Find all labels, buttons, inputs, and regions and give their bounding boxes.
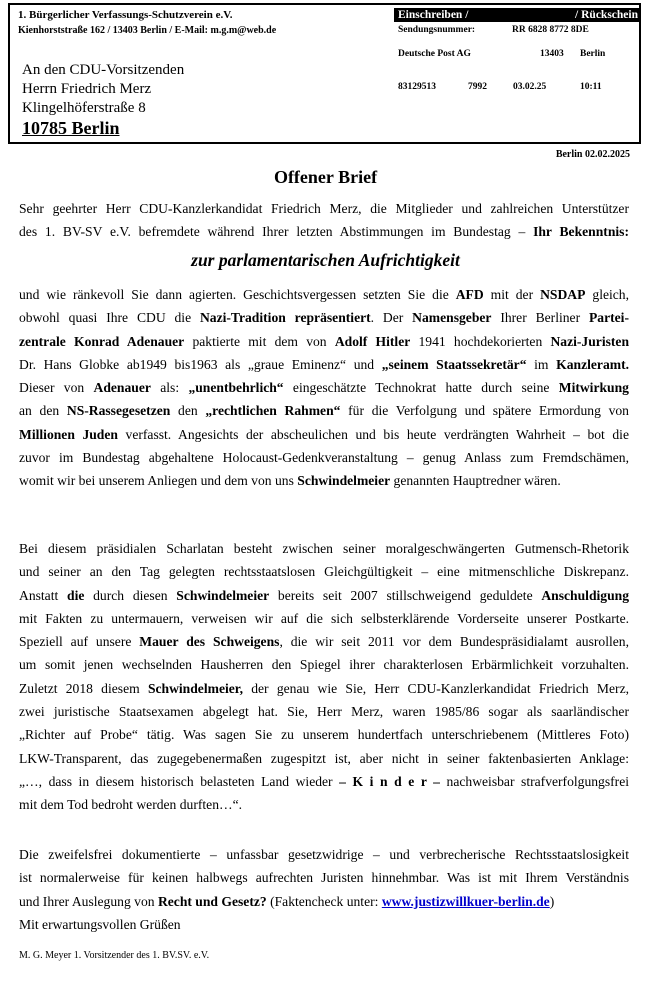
p2-line-2-seg-5: Ihrer Berliner xyxy=(491,310,589,326)
p2-line-1-seg-1: und wie ränkevoll Sie dann agierten. Geschichtsvergessen setzten Sie die xyxy=(19,287,456,302)
conclusion-line-3-end: ) xyxy=(549,893,555,909)
p3-line-3-seg-6: Anschuldigung xyxy=(541,587,629,603)
p2-line-5-seg-5: eingeschätzte Technokrat hatte durch seine xyxy=(283,380,559,396)
p3-line-7-seg-1: Zuletzt 2018 diesem xyxy=(19,680,148,696)
p2-line-5 xyxy=(19,376,629,399)
p2-line-2-seg-3: . Der xyxy=(370,310,413,326)
p2-line-7-seg-1: Millionen Juden xyxy=(19,426,118,442)
p2-line-2 xyxy=(19,306,629,329)
paragraph-conclusion xyxy=(19,843,629,936)
p2-line-5-seg-4: „unentbehrlich“ xyxy=(188,380,284,396)
p2-line-3-seg-4: 1941 hochdekorierten xyxy=(410,333,551,349)
p2-line-2-seg-1: obwohl quasi Ihre CDU die xyxy=(19,310,200,326)
p3-line-11-seg-3: nachweisbar strafverfolgungsfrei xyxy=(439,773,629,789)
p3-line-10-seg-1: LKW-Transparent, das zugegebenermaßen zugespitzt ist, aber nicht in seiner faktenbasierten Anklage: xyxy=(19,750,629,766)
p3-line-10 xyxy=(19,747,629,770)
p2-line-4-seg-1: Dr. Hans Globke ab1949 bis1963 als „graue Eminenz“ und xyxy=(19,356,382,372)
postal-code-1: 83129513 xyxy=(398,82,436,92)
p3-line-5-seg-3: , die wir seit 2011 vor dem Bundespräsidialamt ausrollen, xyxy=(279,634,629,650)
p2-line-1-seg-5: gleich, xyxy=(585,287,630,302)
p3-line-1-seg-1: Bei diesem präsidialen Scharlatan besteht zwischen seiner moralgeschwängerten Gutmensch-Rhetorik xyxy=(19,541,629,556)
p3-line-5-seg-1: Speziell auf unsere xyxy=(19,634,140,650)
p2-line-7-seg-2: verfasst. Angesichts der abscheulichen und bis heute verdrängten Wahrheit – bot die xyxy=(117,426,629,442)
intro-line-2 xyxy=(19,220,629,243)
p2-line-3-seg-5: Nazi-Juristen xyxy=(550,333,630,349)
p3-line-7 xyxy=(19,677,629,700)
p2-line-5-seg-2: Adenauer xyxy=(93,380,151,396)
p3-line-1 xyxy=(19,537,629,560)
p3-line-9-seg-1: „Richter auf Probe“ tätig. Was sagen Sie zu unserem hundertfach unterschriebenem (Mittleres Foto) xyxy=(19,727,629,743)
intro-line-2-text: des 1. BV-SV e.V. befremdete während Ihrer letzten Abstimmungen im Bundestag – xyxy=(19,224,534,240)
intro-paragraph xyxy=(19,197,629,244)
p3-line-3-seg-3: durch diesen xyxy=(84,587,177,603)
p3-line-5-seg-2: Mauer des Schweigens xyxy=(139,634,280,650)
recipient-line-2: Herrn Friedrich Merz xyxy=(22,81,152,97)
p2-line-6-seg-4: „rechtlichen Rahmen“ xyxy=(205,403,341,419)
p2-line-8 xyxy=(19,446,629,469)
p3-line-4 xyxy=(19,607,629,630)
p2-line-9-seg-3: genannten Hauptredner wären. xyxy=(390,473,561,489)
conclusion-line-2: ist normalerweise für keinen halbwegs aufrechten Juristen hinnehmbar. Was ist mit Ihrem Verständnis xyxy=(19,870,629,886)
p3-line-3 xyxy=(19,584,629,607)
p2-line-8-seg-1: zuvor im Bundestag abgehaltene Holocaust-Gedenkveranstaltung – genug Anlass zum Fremdschämen, xyxy=(19,450,629,466)
sender-address: Kienhorststraße 162 / 13403 Berlin / E-Mail: m.g.m@web.de xyxy=(18,25,277,36)
p2-line-3-seg-2: paktierte mit dem von xyxy=(184,333,335,349)
p3-line-9 xyxy=(19,723,629,746)
p3-line-3-seg-1: Anstatt xyxy=(19,587,68,603)
intro-line-2-bold: Ihr Bekenntnis: xyxy=(533,224,629,240)
p3-line-12-seg-1: mit dem Tod bedroht werden durften…“. xyxy=(19,797,243,813)
p2-line-4 xyxy=(19,353,629,376)
p2-line-2-seg-4: Namensgeber xyxy=(412,310,492,326)
letter-subtitle: zur parlamentarischen Aufrichtigkeit xyxy=(191,250,460,270)
tracking-label: Sendungsnummer: xyxy=(398,25,476,35)
factcheck-link[interactable]: www.justizwillkuer-berlin.de xyxy=(381,893,550,909)
paragraph-president xyxy=(19,537,629,817)
recipient-line-1: An den CDU-Vorsitzenden xyxy=(22,62,185,78)
p2-line-9-seg-2: Schwindelmeier xyxy=(297,473,391,489)
postal-code-2: 7992 xyxy=(468,82,487,92)
p2-line-5-seg-6: Mitwirkung xyxy=(558,380,629,396)
p3-line-7-seg-3: der genau wie Sie, Herr CDU-Kanzlerkandidat Friedrich Merz, xyxy=(242,680,630,696)
p3-line-11 xyxy=(19,770,629,793)
p3-line-2-seg-1: und seiner an den Tag gelegten rechtsstaatslosen Gleichgültigkeit – eine mitmenschliche Diskrepanz. xyxy=(19,564,629,580)
p3-line-12 xyxy=(19,793,629,816)
p2-line-6 xyxy=(19,399,629,422)
p3-line-4-seg-1: mit Fakten zu untermauern, verweisen wir auf die sich selbsterklärende Vorderseite unserer Postkarte. xyxy=(19,610,629,626)
p2-line-6-seg-2: NS-Rassegesetzen xyxy=(66,403,171,419)
p3-line-5 xyxy=(19,630,629,653)
p2-line-3-seg-1: zentrale Konrad Adenauer xyxy=(19,333,185,349)
p2-line-1-seg-3: mit der xyxy=(483,287,541,302)
conclusion-line-3 xyxy=(19,890,629,913)
recipient-city: 10785 Berlin xyxy=(22,118,120,138)
recipient-line-3: Klingelhöferstraße 8 xyxy=(22,100,146,116)
p2-line-3-seg-3: Adolf Hitler xyxy=(334,333,411,349)
p2-line-5-seg-1: Dieser von xyxy=(19,380,94,396)
p3-line-6-seg-1: um somit jenen wechselnden Hausherren den Spiegel ihrer charakterlosen Erbärmlichkeit vorzuhalten. xyxy=(19,657,629,673)
p3-line-8-seg-1: zwei juristische Staatsexamen abgelegt hat. Sie, Herr Merz, waren 1985/86 sogar als saarländischer xyxy=(19,704,629,720)
p3-line-3-seg-2: die xyxy=(67,587,85,603)
p2-line-6-seg-1: an den xyxy=(19,403,67,419)
registered-mail-title-right: / Rückschein xyxy=(575,9,638,21)
postal-date: 03.02.25 xyxy=(513,82,547,92)
p3-line-6 xyxy=(19,653,629,676)
sender-name: 1. Bürgerlicher Verfassungs-Schutzverein e.V. xyxy=(18,9,233,21)
p2-line-6-seg-5: für die Verfolgung und spätere Ermordung von xyxy=(340,403,629,419)
conclusion-line-3-text: und Ihrer Auslegung von xyxy=(19,893,158,909)
address-header-box xyxy=(8,3,641,144)
p2-line-9 xyxy=(19,469,629,492)
p2-line-4-seg-3: im xyxy=(526,356,557,372)
p2-line-2-seg-6: Partei- xyxy=(588,310,629,326)
conclusion-line-3-factcheck: (Faktencheck unter: xyxy=(266,893,382,909)
postal-time: 10:11 xyxy=(580,82,602,92)
p2-line-1-seg-2: AFD xyxy=(455,287,484,302)
carrier-name: Deutsche Post AG xyxy=(398,49,471,59)
conclusion-line-1: Die zweifelsfrei dokumentierte – unfassbar gesetzwidrige – und verbrecherische Rechtsstaatslosigkeit xyxy=(19,847,629,862)
p2-line-1-seg-4: NSDAP xyxy=(540,287,586,302)
signature-line: M. G. Meyer 1. Vorsitzender des 1. BV.SV. e.V. xyxy=(19,950,210,961)
p2-line-4-seg-2: „seinem Staatssekretär“ xyxy=(381,356,527,372)
carrier-postcode: 13403 xyxy=(540,49,564,59)
p2-line-2-seg-2: Nazi-Tradition repräsentiert xyxy=(199,310,371,326)
p3-line-3-seg-4: Schwindelmeier xyxy=(176,587,270,603)
p3-line-11-seg-1: „…, dass in diesem historisch belasteten Land wieder xyxy=(19,773,340,789)
tracking-number: RR 6828 8772 8DE xyxy=(512,25,589,35)
p2-line-9-seg-1: womit wir bei unserem Anliegen und dem von uns xyxy=(19,473,298,489)
p3-line-8 xyxy=(19,700,629,723)
p2-line-1 xyxy=(19,283,629,306)
p2-line-5-seg-3: als: xyxy=(150,380,189,396)
p3-line-11-seg-2: – K i n d e r – xyxy=(339,773,440,789)
p3-line-2 xyxy=(19,560,629,583)
registered-mail-title-left: Einschreiben / xyxy=(398,9,469,21)
p3-line-3-seg-5: bereits seit 2007 stillschweigend geduldete xyxy=(269,587,542,603)
p3-line-7-seg-2: Schwindelmeier, xyxy=(147,680,243,696)
carrier-place: Berlin xyxy=(580,49,606,59)
p2-line-6-seg-3: den xyxy=(170,403,206,419)
letter-date: Berlin 02.02.2025 xyxy=(555,149,630,160)
p2-line-4-seg-4: Kanzleramt. xyxy=(556,356,629,372)
letter-title: Offener Brief xyxy=(273,167,378,187)
intro-line-1: Sehr geehrter Herr CDU-Kanzlerkandidat Friedrich Merz, die Mitglieder und zahlreichen Unterstützer xyxy=(19,201,629,216)
closing-line: Mit erwartungsvollen Grüßen xyxy=(19,916,181,932)
p2-line-3 xyxy=(19,330,629,353)
registered-mail-banner xyxy=(394,8,640,22)
p2-line-7 xyxy=(19,423,629,446)
recipient-block xyxy=(22,61,184,138)
conclusion-line-3-bold: Recht und Gesetz? xyxy=(157,893,267,909)
paragraph-history xyxy=(19,283,629,493)
